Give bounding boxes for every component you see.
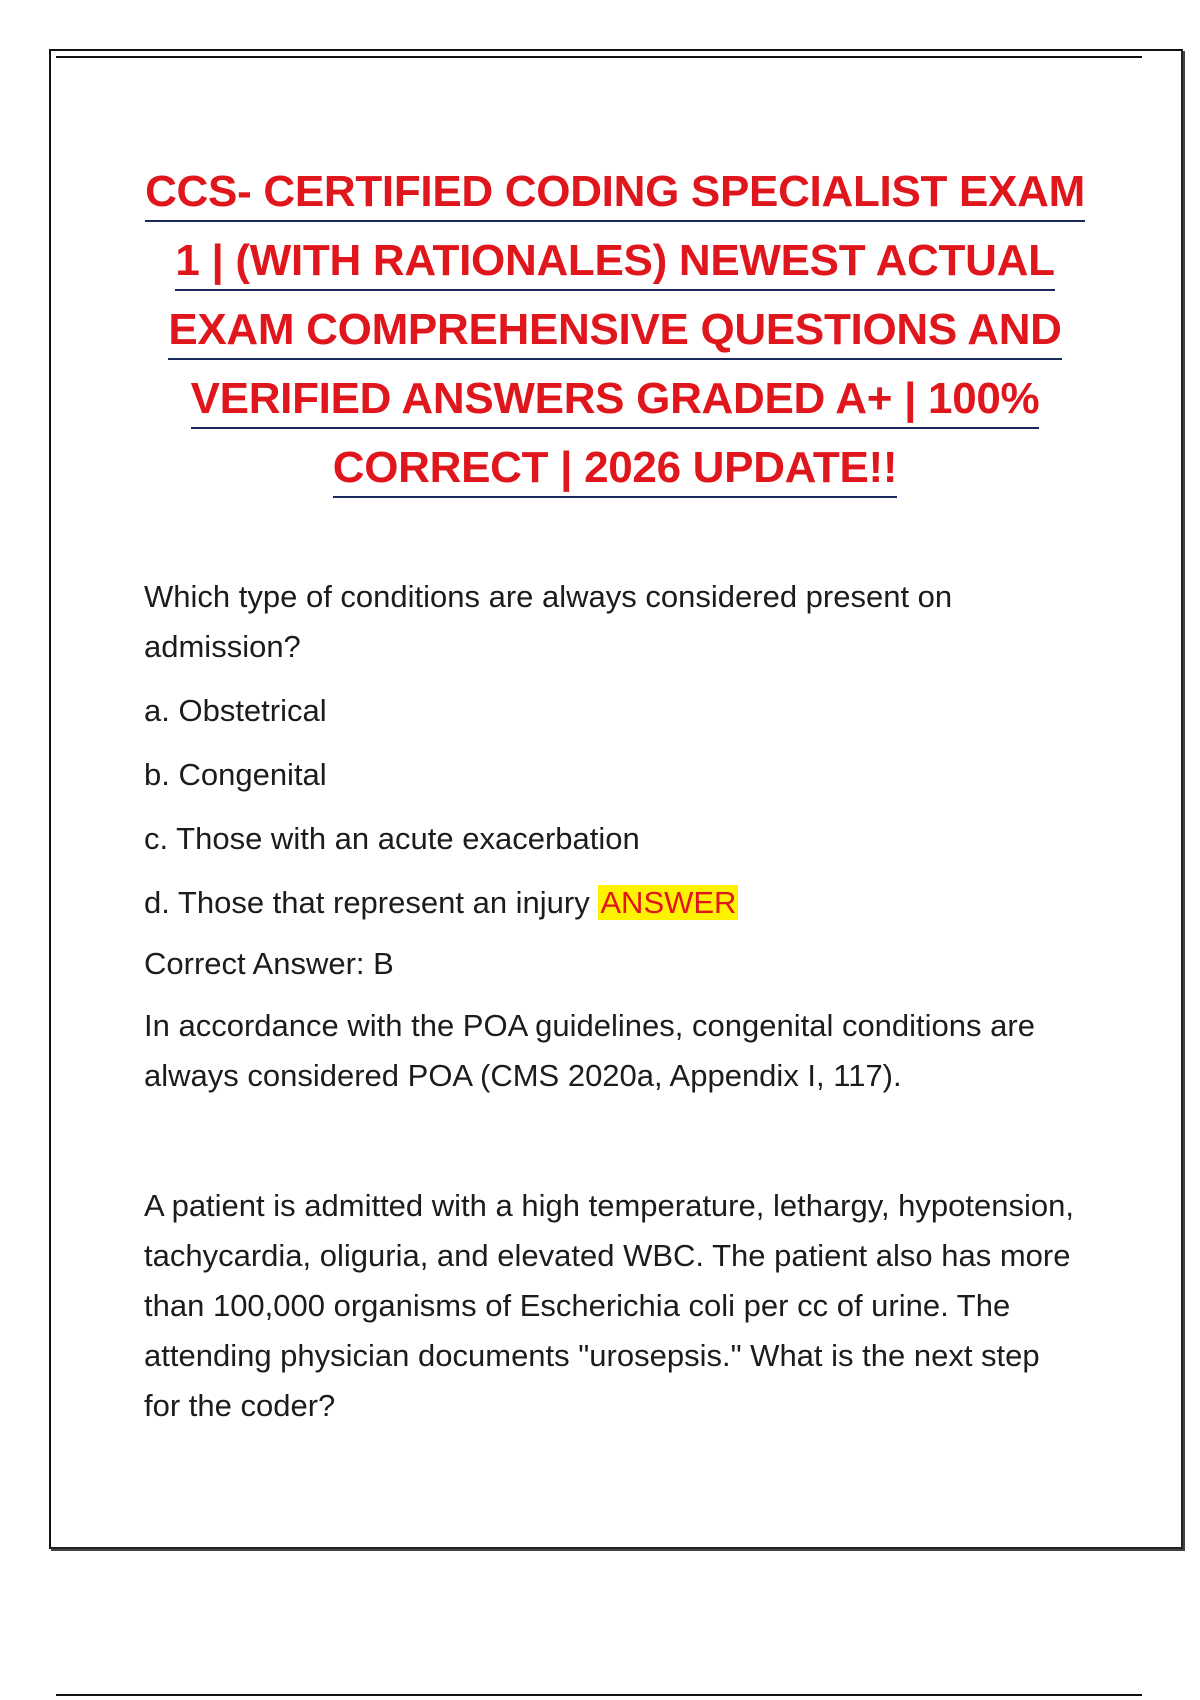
document-title	[80, 164, 1150, 509]
question-1-option-d-text: d. Those that represent an injury	[144, 885, 590, 920]
question-1-correct-answer: Correct Answer: B	[144, 946, 394, 981]
answer-highlight-tag: ANSWER	[600, 885, 737, 920]
title-line-1: CCS- CERTIFIED CODING SPECIALIST EXAM	[145, 164, 1085, 222]
question-2-text: A patient is admitted with a high temperature, lethargy, hypotension, tachycardia, oliguria, and elevated WBC. The patient also has more than 100,000 organisms of Escherichia coli per cc of urine. The attending physician documents "urosepsis." What is the next step for the coder?	[144, 1188, 1074, 1423]
title-line-3: EXAM COMPREHENSIVE QUESTIONS AND	[168, 302, 1061, 360]
question-1-option-a: a. Obstetrical	[144, 693, 327, 728]
question-1-rationale: In accordance with the POA guidelines, congenital conditions are always considered POA (CMS 2020a, Appendix I, 117).	[144, 1008, 1035, 1093]
title-line-4: VERIFIED ANSWERS GRADED A+ | 100%	[191, 371, 1040, 429]
question-1-option-d	[144, 878, 1074, 928]
title-line-5: CORRECT | 2026 UPDATE!!	[333, 440, 897, 498]
question-1-text: Which type of conditions are always considered present on admission?	[144, 579, 953, 664]
question-1-option-c: c. Those with an acute exacerbation	[144, 821, 640, 856]
bottom-rule	[56, 1694, 1142, 1696]
title-line-2: 1 | (WITH RATIONALES) NEWEST ACTUAL	[175, 233, 1054, 291]
question-1-option-b: b. Congenital	[144, 757, 327, 792]
document-body	[144, 572, 1074, 1431]
